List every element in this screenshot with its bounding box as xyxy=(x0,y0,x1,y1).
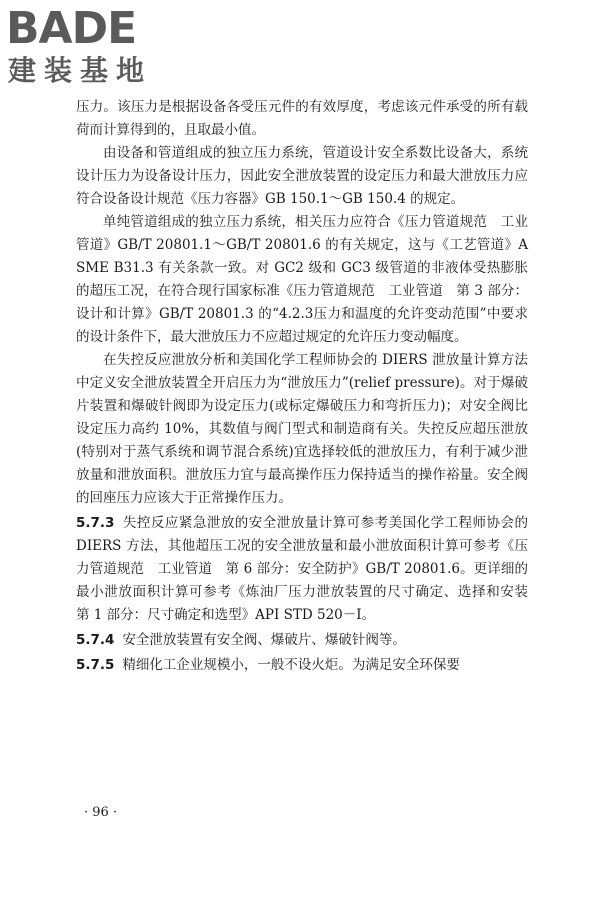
clause-5-7-4 xyxy=(76,629,528,652)
document-body xyxy=(76,96,542,677)
paragraph-pipe-only-system: 单纯管道组成的独立压力系统，相关压力应符合《压力管道规范 工业管道》GB/T 20801.1～GB/T 20801.6 的有关规定，这与《工艺管道》ASME B31.3 有关条款一致。对 GC2 级和 GC3 级管道的非液体受热膨胀的超压工况，在符合现行国家标准《压力管道规范 工业管道 第 3 部分：设计和计算》GB/T 20801.3 的“4.2.3压力和温度的允许变动范围”中要求的设计条件下，最大泄放压力不应超过规定的允许压力变动幅度。 xyxy=(76,214,528,345)
clause-text: 失控反应紧急泄放的安全泄放量计算可参考美国化学工程师协会的 DIERS 方法，其他超压工况的安全泄放量和最小泄放面积计算可参考《压力管道规范 工业管道 第 6 部分：安全防护》GB/T 20801.6。更详细的最小泄放面积计算可参考《炼油厂压力泄放装置的尺寸确定、选择和安装 第 1 部分：尺寸确定和选型》API STD 520－Ⅰ。 xyxy=(76,515,542,623)
clause-text: 精细化工企业规模小，一般不设火炬。为满足安全环保要 xyxy=(122,657,460,673)
clause-number: 5.7.4 xyxy=(76,632,115,648)
bade-logo xyxy=(6,4,176,90)
paragraph-continuation: 压力。该压力是根据设备各受压元件的有效厚度，考虑该元件承受的所有载荷而计算得到的，且取最小值。 xyxy=(76,99,528,138)
clause-text: 安全泄放装置有安全阀、爆破片、爆破针阀等。 xyxy=(122,632,406,648)
paragraph-relief-pressure: 在失控反应泄放分析和美国化学工程师协会的 DIERS 泄放量计算方法中定义安全泄放装置全开启压力为“泄放压力”(relief pressure)。对于爆破片装置和爆破针阀即为设定压力(或标定爆破压力和弯折压力)；对安全阀比设定压力高约 10%，其数值与阀门型式和制造商有关。失控反应超压泄放(特别对于蒸气系统和调节混合系统)宜选择较低的泄放压力，有利于减少泄放量和泄放面积。泄放压力宜与最高操作压力保持适当的操作裕量。安全阀的回座压力应该大于正常操作压力。 xyxy=(76,352,528,506)
clause-number: 5.7.3 xyxy=(76,515,115,531)
logo-subtitle: 建装基地 xyxy=(8,54,153,87)
clause-5-7-5 xyxy=(76,654,528,677)
logo-wordmark: BADE xyxy=(6,3,137,54)
paragraph-equipment-pipe-system: 由设备和管道组成的独立压力系统，管道设计安全系数比设备大，系统设计压力为设备设计压力，因此安全泄放装置的设定压力和最大泄放压力应符合设备设计规范《压力容器》GB 150.1～GB 150.4 的规定。 xyxy=(76,145,528,207)
page-number: · 96 · xyxy=(84,805,118,820)
clause-5-7-3 xyxy=(76,512,542,627)
clause-number: 5.7.5 xyxy=(76,657,115,673)
